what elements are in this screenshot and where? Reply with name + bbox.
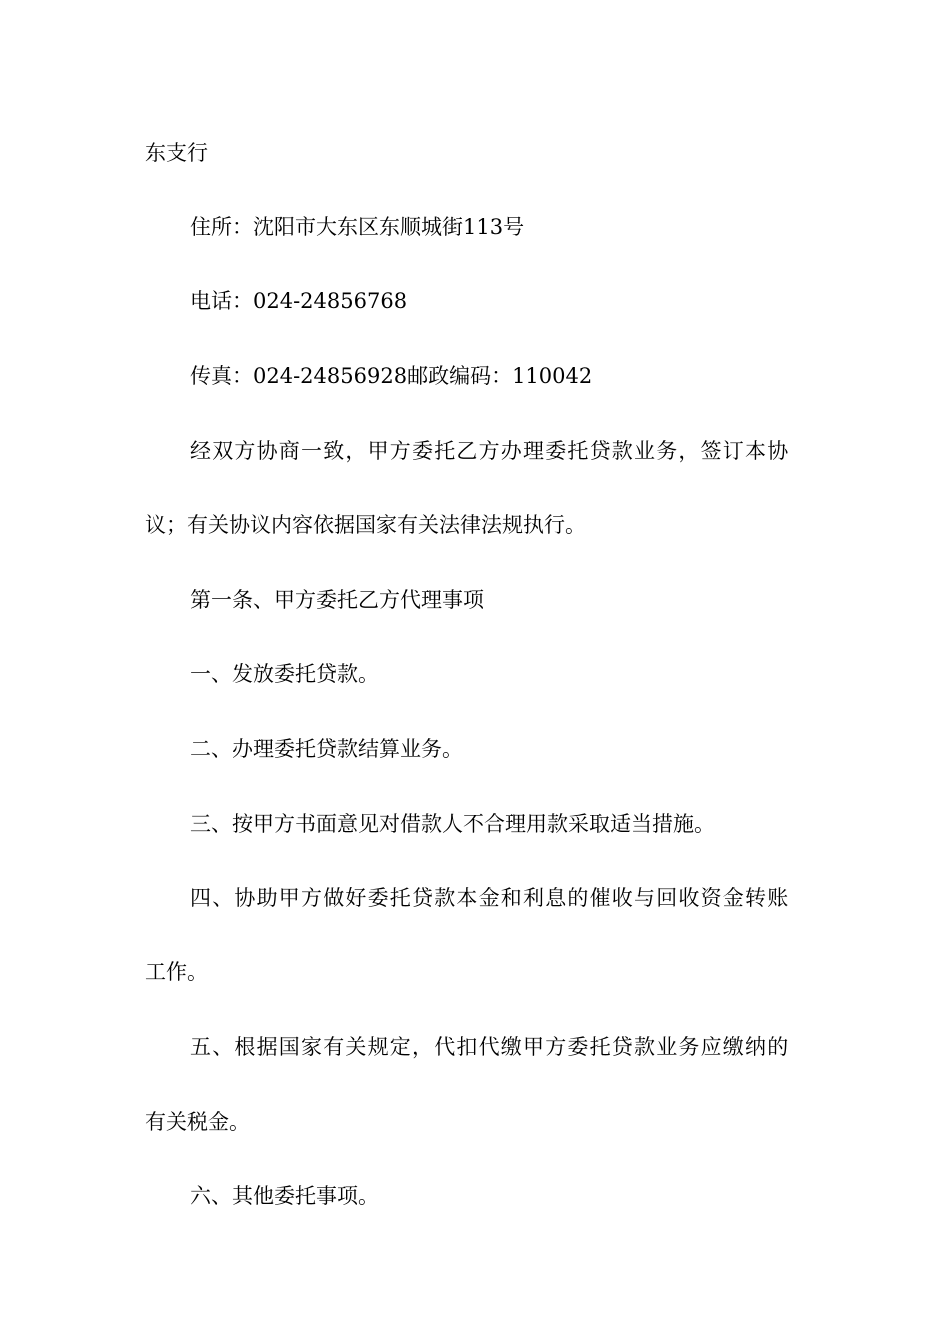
text-line-agreement-intro: 经双方协商一致，甲方委托乙方办理委托贷款业务，签订本协 xyxy=(190,439,790,463)
text-line-branch: 东支行 xyxy=(145,141,208,165)
text-line-item-five-continued: 有关税金。 xyxy=(145,1110,250,1134)
text-line-item-one: 一、发放委托贷款。 xyxy=(190,662,379,686)
text-line-address: 住所：沈阳市大东区东顺城街113号 xyxy=(190,215,525,239)
text-line-agreement-basis: 议；有关协议内容依据国家有关法律法规执行。 xyxy=(145,513,586,537)
text-line-item-five: 五、根据国家有关规定，代扣代缴甲方委托贷款业务应缴纳的 xyxy=(190,1035,790,1059)
text-line-article-one-heading: 第一条、甲方委托乙方代理事项 xyxy=(190,588,484,612)
text-line-item-four-continued: 工作。 xyxy=(145,960,208,984)
text-line-fax-postcode: 传真：024-24856928邮政编码：110042 xyxy=(190,364,593,388)
text-line-item-three: 三、按甲方书面意见对借款人不合理用款采取适当措施。 xyxy=(190,812,715,836)
text-line-item-six: 六、其他委托事项。 xyxy=(190,1184,379,1208)
text-line-item-two: 二、办理委托贷款结算业务。 xyxy=(190,737,463,761)
text-line-item-four: 四、协助甲方做好委托贷款本金和利息的催收与回收资金转账 xyxy=(190,886,790,910)
text-line-phone: 电话：024-24856768 xyxy=(190,289,408,313)
